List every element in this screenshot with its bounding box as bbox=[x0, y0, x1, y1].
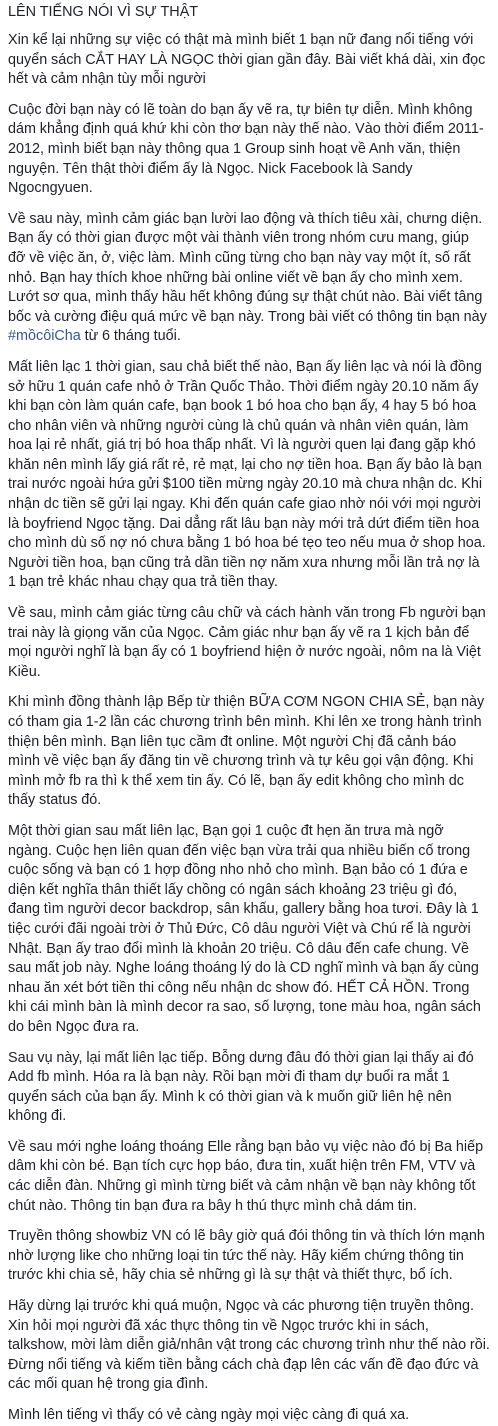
hashtag-link[interactable]: #mồcôiCha bbox=[8, 328, 81, 345]
paragraph-showbiz-media: Truyền thông showbiz VN có lẽ bây giờ quá đói thông tin và thích lớn mạnh nhờ lượng like cho những loại tin tức thế này. Hãy kiểm chứng thông tin trước khi chia sẻ, hãy chia sẻ những gì là sự thật và thiết thực, bổ ích. bbox=[8, 1228, 485, 1284]
paragraph-wedding-contract: Một thời gian sau mất liên lạc, Bạn gọi 1 cuộc đt hẹn ăn trưa mà ngỡ ngàng. Cuộc hẹn liên quan đến việc bạn vừa trải qua nhiều biến cố trong cuộc sống và bạn có 1 hợp đồng nho nhỏ cho mình. Bạn bảo có 1 đứa e diện kết nghĩa thân thiết lấy chồng có ngân sách khoảng 23 triệu gì đó, đang tìm người decor backdrop, sân khấu, gallery bằng hoa tươi. Đây là 1 tiệc cưới đãi ngoài trời ở Thủ Đức, Cô dâu người Việt và Chú rể là người Nhật. Bạn ấy trao đổi mình là khoản 20 triệu. Cô dâu đến cafe chung. Về sau mất job này. Nghe loáng thoáng lý do là CD nghĩ mình và bạn ấy cùng nhau ăn xét bớt tiền thi công nếu nhận dc show đó. HẾT CẢ HỒN. Trong khi cái mình bàn là mình decor ra sao, số lượng, tone màu hoa, ngân sách do bên Ngọc đưa ra. bbox=[8, 822, 481, 1035]
post-title: LÊN TIẾNG NÓI VÌ SỰ THẬT bbox=[8, 4, 199, 20]
paragraph-lifestyle-text: Về sau này, mình cảm giác bạn lười lao động và thích tiêu xài, chưng diện. Bạn ấy có thời gian được một vài thành viên trong nhóm cưu mang, giúp đỡ về việc ăn, ở, việc làm. Mình cũng từng cho bạn này vay một ít, số rất nhỏ. Bạn hay thích khoe những bài online viết về bạn ấy cho mình xem. Lướt sơ qua, mình thấy hầu hết không đúng sự thật chút nào. Bài viết tâng bốc và cường điệu quá mức về bạn này. Trong bài viết có thông tin bạn này bbox=[8, 210, 487, 325]
paragraph-background: Cuộc đời bạn này có lẽ toàn do bạn ấy vẽ ra, tự biên tự diễn. Mình không dám khẳng định quá khứ khi còn thơ bạn này thế nào. Vào thời điểm 2011-2012, mình biết bạn này thông qua 1 Group sinh hoạt về Anh văn, thiện nguyện. Tên thật thời điểm ấy là Ngọc. Nick Facebook là Sandy Ngocngyuen. bbox=[8, 101, 484, 197]
paragraph-call-to-stop: Hãy dừng lại trước khi quá muộn, Ngọc và các phương tiện truyền thông. Xin hỏi mọi người đã xác thực thông tin về Ngọc trước khi in sách, talkshow, mời làm diễn giả/nhân vật trong các chương trình như thế nào rồi. Đừng nổi tiếng và kiếm tiền bằng cách chà đạp lên các vấn đề đạo đức và các mối quan hệ trong gia đình. bbox=[8, 1298, 490, 1393]
paragraph-intro: Xin kể lại những sự việc có thật mà mình biết 1 bạn nữ đang nổi tiếng với quyển sách CẮT HAY LÀ NGỌC thời gian gần đây. Bài viết khá dài, xin đọc hết và cảm nhận tùy mỗi người bbox=[8, 32, 486, 88]
paragraph-cafe: Mất liên lạc 1 thời gian, sau chả biết thế nào, Bạn ấy liên lạc và nói là đồng sở hữu 1 quán cafe nhỏ ở Trần Quốc Thảo. Thời điểm ngày 20.10 năm ấy khi bạn còn làm quán cafe, bạn book 1 bó hoa cho bạn ấy, 4 hay 5 bó hoa cho nhân viên và những người cùng là chủ quán và nhân viên quán, làm hoa lại rẻ nhất, giá trị bó hoa thấp nhất. Vì là người quen lại đang gặp khó khăn nên mình lấy giá rất rẻ, rẻ mạt, lại cho nợ tiền hoa. Bạn ấy bảo là bạn trai nước ngoài hứa gửi $100 tiền mừng ngày 20.10 mà chưa nhận dc. Khi nhận dc tiền sẽ gửi lại ngay. Khi đến quán cafe giao nhờ nói với mọi người là boyfriend Ngọc tặng. Dai dẳng rất lâu bạn này mới trả dứt điểm tiền hoa cho mình dù số nợ nó chưa bằng 1 bó hoa bé tẹo teo nếu mua ở shop hoa. Người tiền hoa, bạn cũng trả dần tiền nợ năm xưa nhưng mỗi lần trả nợ là 1 bạn trẻ khác nhau chạy qua trả tiền thay. bbox=[8, 358, 486, 591]
paragraph-closing: Mình lên tiếng vì thấy có vẻ càng ngày mọi việc càng đi quá xa. bbox=[8, 1407, 410, 1423]
paragraph-boyfriend: Về sau, mình cảm giác từng câu chữ và cách hành văn trong Fb người bạn trai này là giọng văn của Ngọc. Cảm giác như bạn ấy vẽ ra 1 kịch bản để mọi người nghĩ là bạn ấy có 1 boyfriend hiện ở nước ngoài, nôm na là Việt Kiều. bbox=[8, 605, 486, 680]
paragraph-book-launch: Sau vụ này, lại mất liên lạc tiếp. Bỗng dưng đâu đó thời gian lại thấy ai đó Add fb mình. Hóa ra là bạn này. Rồi bạn mời đi tham dự buổi ra mắt 1 quyển sách của bạn ấy. Mình k có thời gian và k muốn giữ liên hệ nên không đi. bbox=[8, 1049, 474, 1125]
paragraph-media-claims: Về sau mới nghe loáng thoáng Elle rằng bạn bảo vụ việc nào đó bị Ba hiếp dâm khi còn bé. Bạn tích cực họp báo, đưa tin, xuất hiện trên FM, VTV và các diễn đàn. Những gì mình từng biết và cảm nhận về bạn này không tốt chút nào. Thông tin bạn đưa ra bây h thú thực mình chả dám tin. bbox=[8, 1138, 484, 1214]
paragraph-lifestyle-tail: từ 6 tháng tuổi. bbox=[80, 328, 181, 345]
paragraph-charity-kitchen: Khi mình đồng thành lập Bếp từ thiện BỮA CƠM NGON CHIA SẺ, bạn này có tham gia 1-2 lần các chương trình bên mình. Khi lên xe trong hành trình thiện bên mình. Bạn liên tục cầm đt online. Một người Chị đã cảnh báo mình về việc bạn ấy đăng tin về chương trình và tự kêu gọi vận động. Khi mình mở fb ra thì k thể xem tin ấy. Có lẽ, bạn ấy edit không cho mình dc thấy status đó. bbox=[8, 694, 485, 809]
paragraph-lifestyle bbox=[8, 210, 490, 347]
